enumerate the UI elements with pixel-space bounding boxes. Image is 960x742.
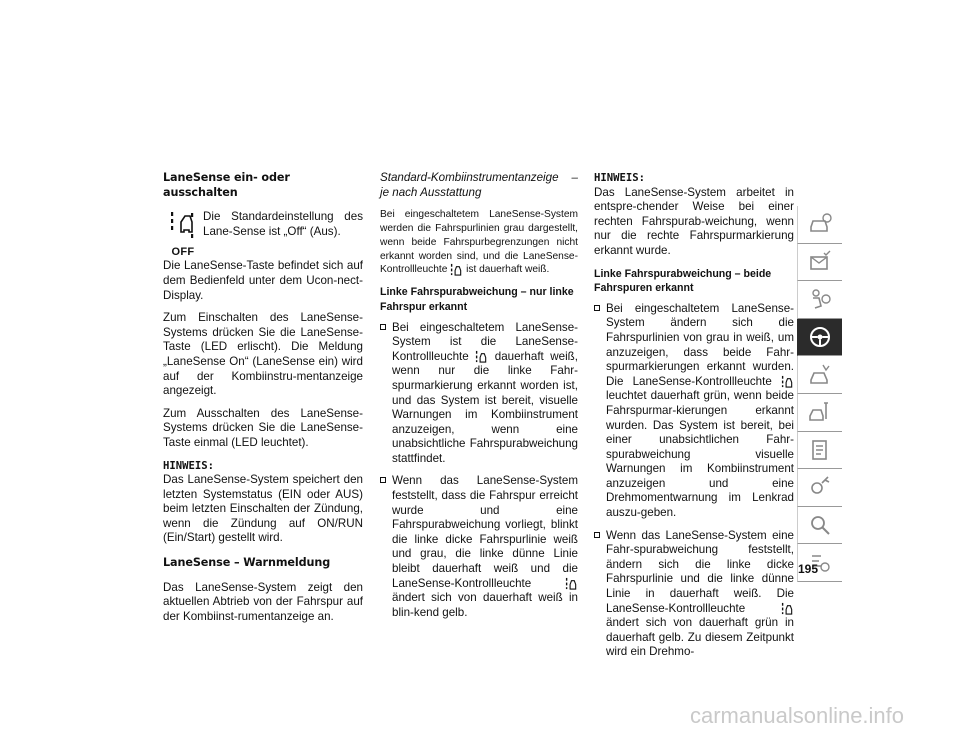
note-text: Das LaneSense-System speichert den letzten Systemstatus (EIN oder AUS) beim letzten Einschalten der Zündung, wenn die Zündung auf ON/RUN (Ein/Start) gestellt wird.: [163, 473, 363, 545]
paragraph-warning: Das LaneSense-System zeigt den aktuellen Abtrieb von der Fahrspur auf der Kombiinst-rumentanzeige an.: [163, 580, 363, 623]
tab-wrench-gear[interactable]: [797, 469, 842, 507]
checkbox-bullet-icon: [594, 305, 600, 311]
lanesense-off-icon: [163, 210, 203, 259]
list-item: [594, 302, 794, 521]
tab-search[interactable]: [797, 507, 842, 545]
tab-car-tools[interactable]: [797, 394, 842, 432]
bullet-list-left-only: [380, 321, 578, 621]
tab-steering-wheel[interactable]: [797, 319, 842, 357]
italic-title: Standard-Kombiinstrumentanzeige – je nach Ausstattung: [380, 171, 578, 199]
note-title: HINWEIS:: [163, 459, 215, 472]
note-text: Das LaneSense-System arbeitet in entspre-chender Weise bei einer rechten Fahrspurab-weichung, wenn nur die rechte Fahrspurmarkierung erkannt wurde.: [594, 185, 794, 257]
list-item: [380, 321, 578, 467]
bullet-list-both-lanes: [594, 302, 794, 660]
bullet-text-a: Wenn das LaneSense-System feststellt, dass die Fahrspur erreicht wurde und eine Fahrspurabweichung vorliegt, blinkt die linke dicke Fahrspurlinie weiß und grau, die linke dünne Linie bleibt dauerhaft weiß und die LaneSense-Kontrollleuchte: [392, 474, 578, 590]
subheading-both-lanes: Linke Fahrspurabweichung – beide Fahrspuren erkannt: [594, 267, 772, 295]
car-crash-icon: [807, 362, 833, 388]
watermark: carmanualsonline.info: [690, 703, 905, 728]
list-item: [594, 529, 794, 660]
checkbox-bullet-icon: [594, 532, 600, 538]
car-tools-icon: [807, 399, 833, 425]
bullet-text-b: leuchtet dauerhaft grün, wenn beide Fahrspurmar-kierungen erkannt wurden. Das System ist bereit, bei einer unabsichtlichen Fahr-spurabweichung visuelle Warnungen im Kombiinstrument anzuzeigen und eine Drehmomentwarnung im Lenkrad auszu-geben.: [606, 389, 794, 520]
subheading-left-only: Linke Fahrspurabweichung – nur linke Fahrspur erkannt: [380, 286, 574, 313]
tab-envelope-check[interactable]: [797, 244, 842, 282]
steering-wheel-icon: [807, 324, 833, 350]
off-label: OFF: [171, 245, 195, 258]
lanesense-indicator-icon: [475, 350, 488, 363]
page-number: 195: [798, 562, 819, 576]
small-paragraph-b: ist dauerhaft weiß.: [466, 264, 550, 276]
tab-car-info[interactable]: [797, 206, 842, 244]
small-paragraph: [380, 208, 578, 277]
column-2: [380, 171, 578, 628]
lanesense-off-block: [163, 210, 363, 259]
bullet-text-b: ändert sich von dauerhaft grün in dauerhaft gelb. Zu diesem Zeitpunkt wird ein Drehmo-: [606, 616, 794, 659]
checkbox-bullet-icon: [380, 477, 386, 483]
airbag-icon: [807, 286, 833, 312]
column-3: [594, 171, 794, 668]
chapter-tabs: [797, 206, 842, 582]
bullet-text-a: Wenn das LaneSense-System eine Fahr-spurabweichung feststellt, ändern sich die linke dicke Fahrspurlinie und die linke dünne Linie in dauerhaft weiß. Die LaneSense-Kontrollleuchte: [606, 528, 794, 615]
checkbox-bullet-icon: [380, 324, 386, 330]
bullet-text-a: Bei eingeschaltetem LaneSense-System ändern sich die Fahrspurlinien von grau in weiß, um anzuzeigen, dass beide Fahr-spurmarkierungen erkannt wurden. Die LaneSense-Kontrollleuchte: [606, 301, 794, 388]
tab-checklist[interactable]: [797, 432, 842, 470]
paragraph-default: Die Standardeinstellung des Lane-Sense ist „Off“ (Aus).: [203, 210, 363, 238]
lanesense-indicator-icon: [781, 602, 794, 615]
bullet-text-b: ändert sich von dauerhaft weiß in blin-kend gelb.: [392, 591, 578, 619]
note-title: HINWEIS:: [594, 172, 646, 184]
lane-departure-icon: [170, 210, 196, 240]
tab-car-crash[interactable]: [797, 356, 842, 394]
bullet-text-b: dauerhaft weiß, wenn nur die linke Fahr-spurmarkierung erkannt worden ist, und das System ist bereit, visuelle Warnungen im Kombiinstrument anzuzeigen, wenn eine unabsichtliche Fahrspurabweichung stattfindet.: [392, 349, 578, 465]
section-heading-warning: LaneSense – Warnmeldung: [163, 556, 331, 570]
column-1: [163, 171, 363, 632]
car-info-icon: [807, 211, 833, 237]
section-heading-on-off: LaneSense ein- oder ausschalten: [163, 171, 290, 199]
list-item: [380, 474, 578, 620]
wrench-gear-icon: [807, 474, 833, 500]
tab-airbag[interactable]: [797, 281, 842, 319]
paragraph-on: Zum Einschalten des LaneSense-Systems drücken Sie die LaneSense-Taste (LED erlischt). Die Meldung „LaneSense On“ (LaneSense ein) wird auf der Kombiinstru-mentanzeige angezeigt.: [163, 311, 363, 398]
small-paragraph-a: Bei eingeschaltetem LaneSense-System werden die Fahrspurlinien grau dargestellt, wenn beide Fahrspurbegrenzungen nicht erkannt worden sind, und die LaneSense-Kontrollleuchte: [380, 209, 578, 276]
paragraph-button: Die LaneSense-Taste befindet sich auf dem Bedienfeld unter dem Ucon-nect-Display.: [163, 259, 363, 302]
checklist-icon: [807, 437, 833, 463]
lanesense-indicator-icon: [781, 375, 794, 388]
envelope-check-icon: [807, 249, 833, 275]
lanesense-indicator-icon: [450, 263, 463, 276]
search-icon: [807, 512, 833, 538]
paragraph-off: Zum Ausschalten des LaneSense-Systems drücken Sie die LaneSense-Taste einmal (LED leuchtet).: [163, 406, 363, 449]
bullet-text-a: Bei eingeschaltetem LaneSense-System ist die LaneSense-Kontrollleuchte: [392, 320, 578, 363]
lanesense-indicator-icon: [565, 577, 578, 590]
